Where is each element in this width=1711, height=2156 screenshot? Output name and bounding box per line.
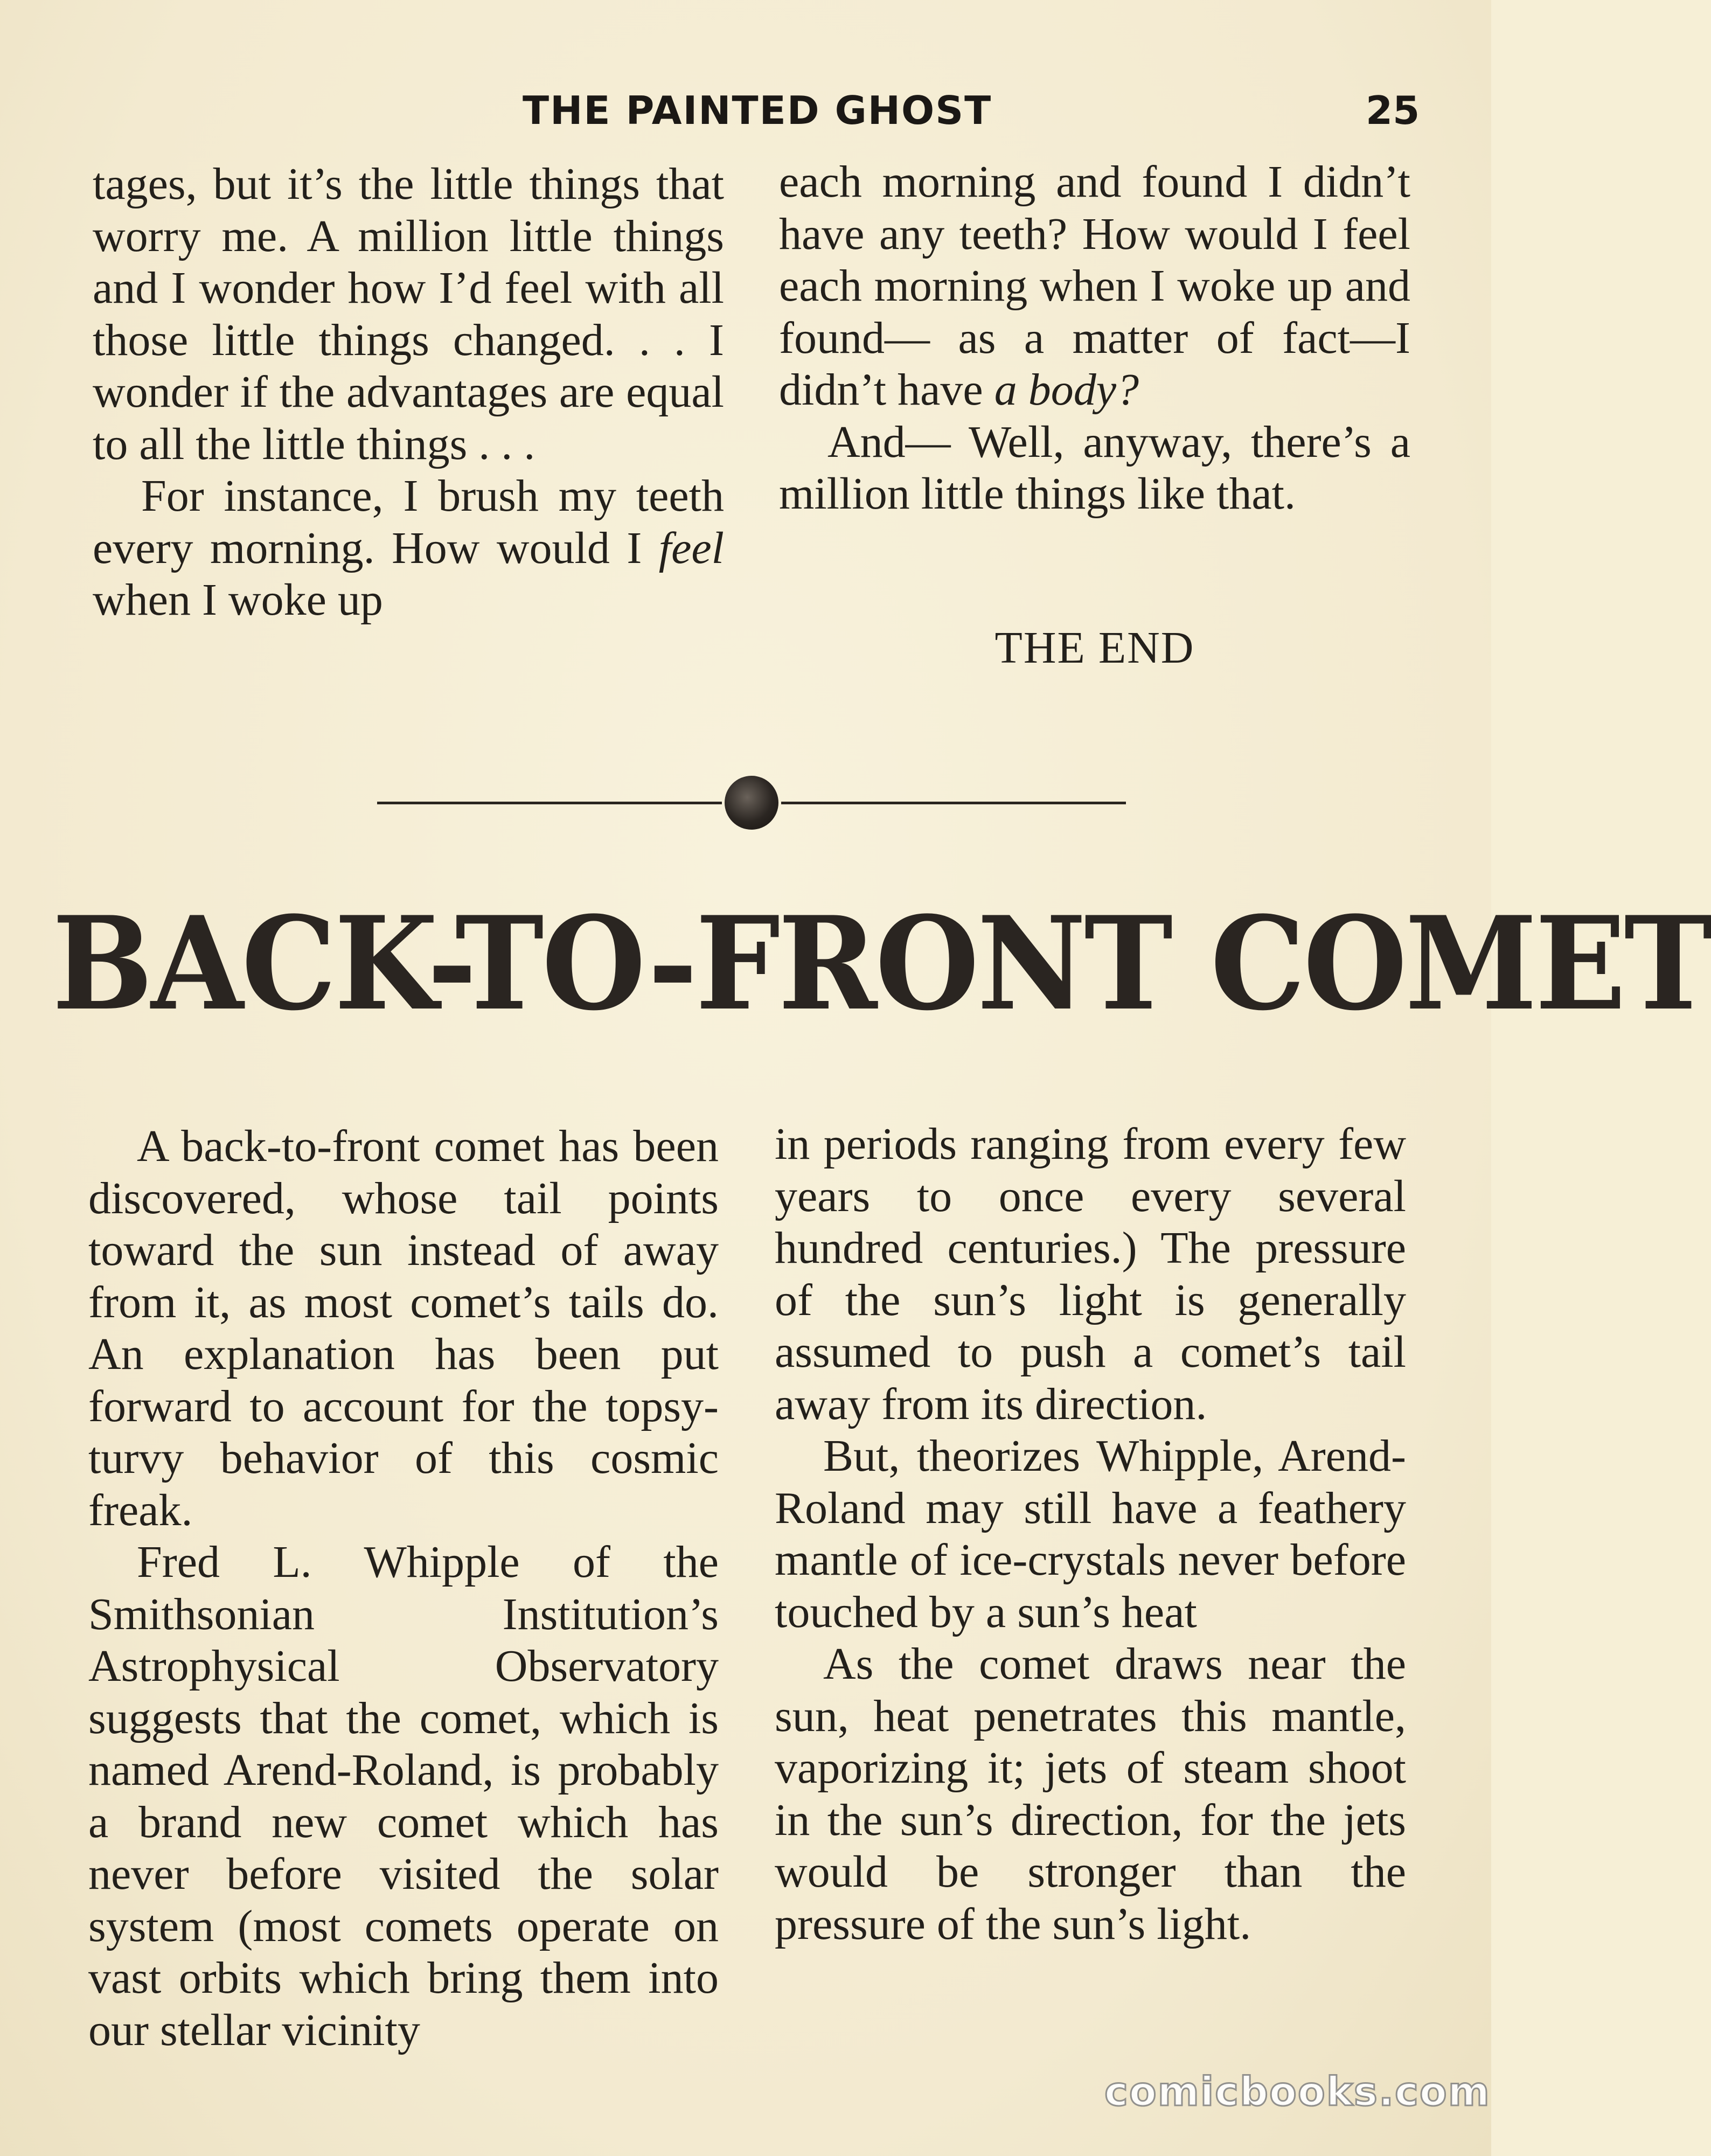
divider-dot-ornament — [725, 776, 778, 830]
story-column-left — [93, 158, 724, 627]
section-divider — [377, 776, 1126, 830]
article-column-left — [88, 1121, 719, 2056]
watermark-logo: comicbooks.com — [1104, 2069, 1491, 2115]
divider-line-left — [377, 802, 722, 804]
article-column-right — [775, 1118, 1406, 1950]
article-paragraph: Fred L. Whipple of the Smithsonian Institution’s Astrophysical Observatory suggests that the comet, which is named Arend-Roland, is probably a brand new comet which has never before visited the solar system (most comets operate on vast orbits which bring them into our stellar vicinity — [88, 1537, 719, 2055]
running-title: THE PAINTED GHOST — [523, 88, 992, 133]
running-head — [0, 81, 1491, 140]
story-text: when I woke up — [93, 575, 383, 625]
article-paragraph: A back-to-front comet has been discovered, whose tail points toward the sun instead of away from it, as most comet’s tails do. An explanation has been put forward to account for the topsy-turvy behavior of this cosmic freak. — [88, 1121, 719, 1535]
story-emphasis: feel — [658, 523, 724, 573]
story-emphasis: a body? — [994, 365, 1139, 415]
divider-line-right — [781, 802, 1126, 804]
article-paragraph: As the comet draws near the sun, heat penetrates this mantle, vaporizing it; jets of steam shoot in the sun’s direction, for the jets would be stronger than the pressure of the sun’s light. — [775, 1639, 1406, 1949]
article-headline: BACK-TO-FRONT COMET — [52, 889, 1711, 1039]
story-paragraph — [93, 470, 724, 627]
the-end-label: THE END — [994, 623, 1195, 673]
page-number: 25 — [1366, 88, 1420, 133]
story-paragraph — [779, 156, 1410, 416]
story-paragraph: tages, but it’s the little things that worry me. A million little things and I wonder how I’d feel with all those little things changed. . . I wonder if the advantages are equal to all the little things . . . — [93, 159, 724, 469]
article-paragraph: in periods ranging from every few years to once every several hundred centuries.) The pressure of the sun’s light is generally assumed to push a comet’s tail away from its direction. — [775, 1119, 1406, 1429]
story-text: For instance, I brush my teeth every morning. How would I — [93, 471, 724, 573]
article-paragraph: But, theorizes Whipple, Arend-Roland may still have a feathery mantle of ice-crystals never before touched by a sun’s heat — [775, 1431, 1406, 1637]
story-text: each morning and found I didn’t have any teeth? How would I feel each morning when I woke up and found— as a matter of fact—I didn’t have — [779, 157, 1410, 415]
story-column-right — [779, 156, 1410, 520]
story-paragraph: And— Well, anyway, there’s a million little things like that. — [779, 416, 1410, 519]
